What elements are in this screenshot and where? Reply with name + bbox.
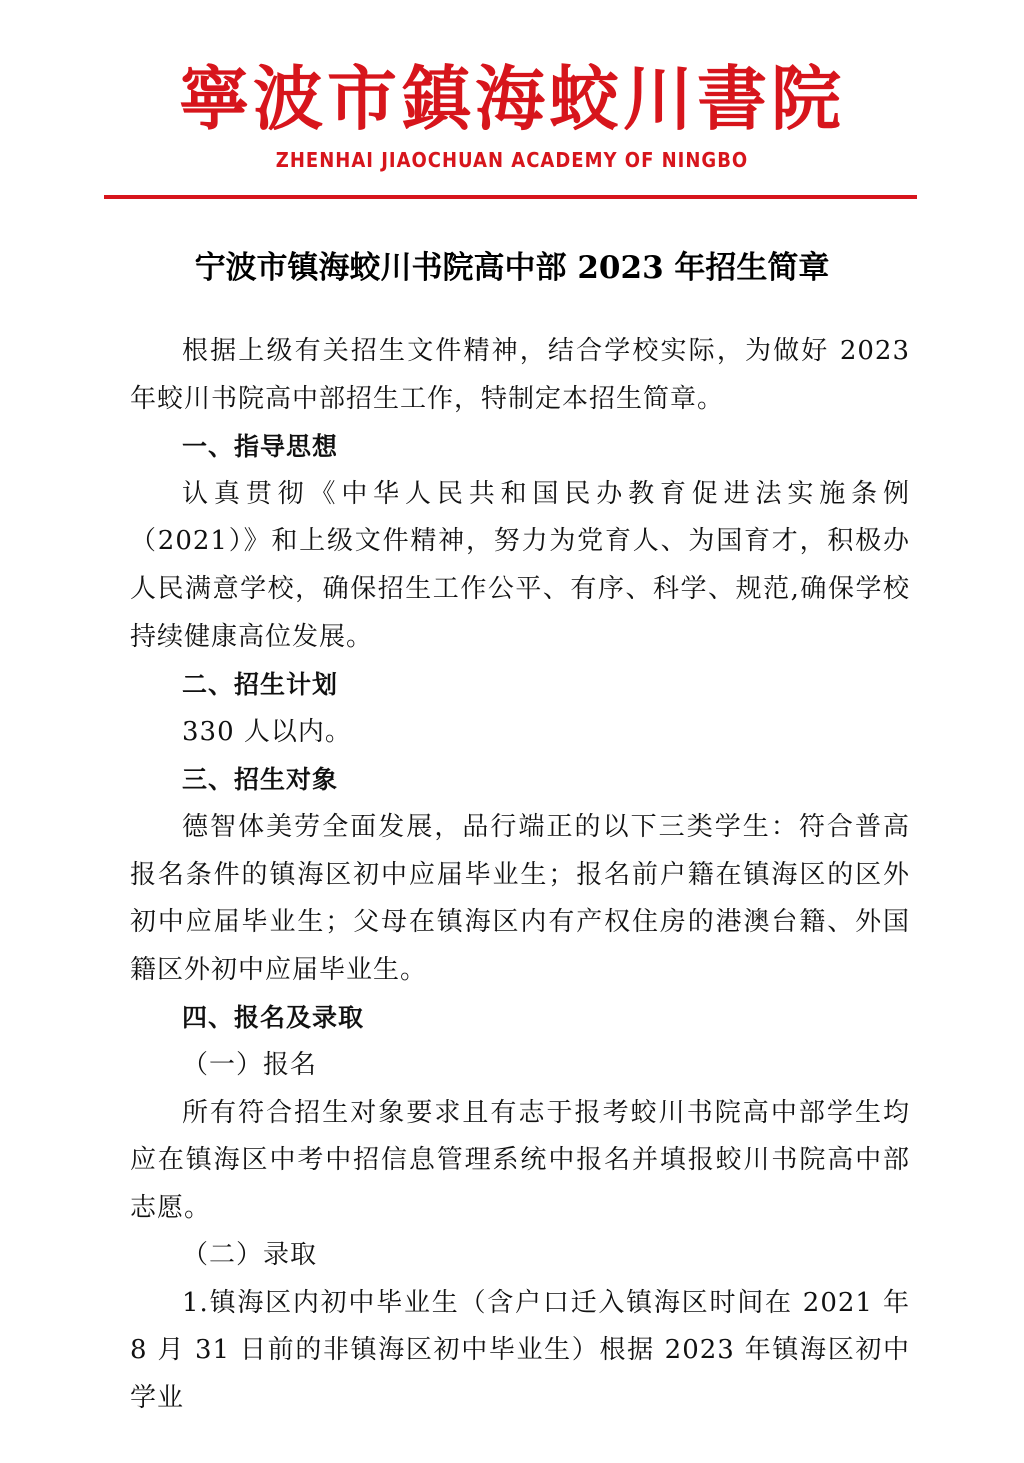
masthead-divider xyxy=(104,195,917,199)
section-3-heading: 三、招生对象 xyxy=(182,765,339,795)
document-title: 宁波市镇海蛟川书院高中部 2023 年招生简章 xyxy=(194,250,830,286)
masthead-english-name: ZHENHAI JIAOCHUAN ACADEMY OF NINGBO xyxy=(275,148,749,172)
section-4-heading: 四、报名及录取 xyxy=(182,1003,365,1033)
section-2-heading: 二、招生计划 xyxy=(182,670,339,700)
document-body xyxy=(130,328,910,1423)
subsection-1-heading: （一）报名 xyxy=(182,1049,318,1080)
intro-paragraph: 根据上级有关招生文件精神，结合学校实际，为做好 2023 年蛟川书院高中部招生工作，特制定本招生简章。 xyxy=(130,336,910,414)
subsection-2-text: 1.镇海区内初中毕业生（含户口迁入镇海区时间在 2021 年 8 月 31 日前的非镇海区初中毕业生）根据 2023 年镇海区初中学业 xyxy=(130,1287,910,1414)
section-3-text: 德智体美劳全面发展，品行端正的以下三类学生：符合普高报名条件的镇海区初中应届毕业生；报名前户籍在镇海区的区外初中应届毕业生；父母在镇海区内有产权住房的港澳台籍、外国籍区外初中应届毕业生。 xyxy=(130,811,910,985)
subsection-2-heading: （二）录取 xyxy=(182,1240,318,1271)
section-1-heading: 一、指导思想 xyxy=(182,432,339,462)
masthead-title: 寧波市鎮海蛟川書院 xyxy=(179,57,845,140)
section-1-text: 认真贯彻《中华人民共和国民办教育促进法实施条例（2021）》和上级文件精神，努力为党育人、为国育才，积极办人民满意学校，确保招生工作公平、有序、科学、规范,确保学校持续健康高位发展。 xyxy=(130,478,910,652)
subsection-1-text: 所有符合招生对象要求且有志于报考蛟川书院高中部学生均应在镇海区中考中招信息管理系统中报名并填报蛟川书院高中部志愿。 xyxy=(130,1097,910,1223)
section-2-text: 330 人以内。 xyxy=(182,716,352,747)
